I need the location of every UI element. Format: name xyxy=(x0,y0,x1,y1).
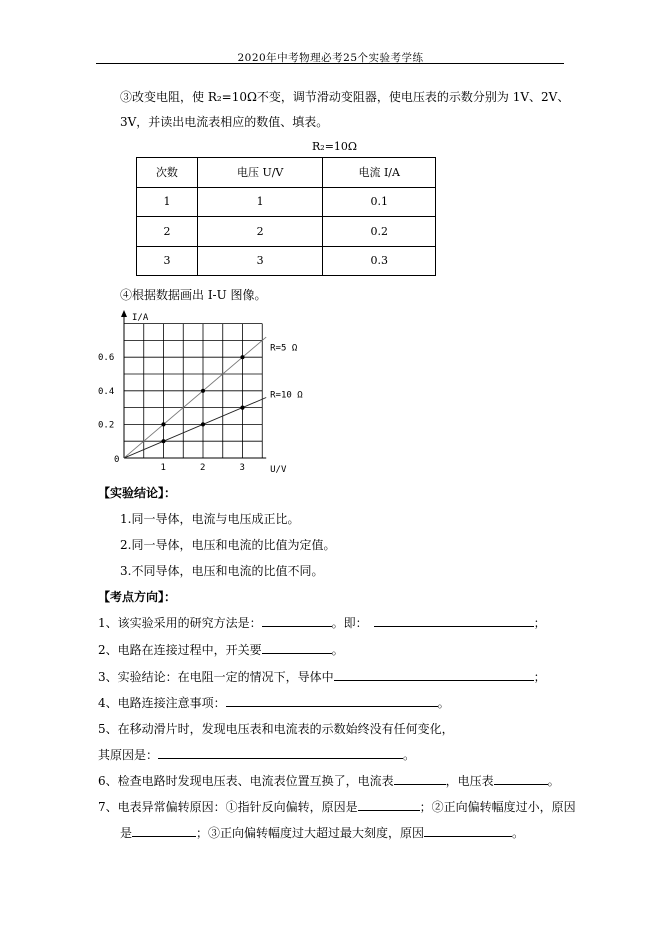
table-cell: 1 xyxy=(197,187,323,217)
q4-text: 。 xyxy=(437,696,450,710)
x-tick-label: 2 xyxy=(200,463,206,473)
table-cell: 0.1 xyxy=(323,187,436,217)
answer-blank[interactable] xyxy=(262,625,332,627)
q7-text: 。 xyxy=(512,826,525,840)
q7-text: 7、电表异常偏转原因：①指针反向偏转，原因是 xyxy=(98,800,358,814)
series-line xyxy=(124,398,266,458)
q6-text: 6、检查电路时发现电压表、电流表位置互换了，电流表 xyxy=(98,774,394,788)
answer-blank[interactable] xyxy=(374,625,534,627)
question-5-line1: 5、在移动滑片时，发现电压表和电流表的示数始终没有任何变化， xyxy=(98,722,454,736)
table-cell: 0.2 xyxy=(323,217,436,247)
header-cell: 电流 I/A xyxy=(323,158,436,188)
iu-chart xyxy=(96,308,326,476)
table-cell: 3 xyxy=(137,246,198,276)
step3-line2: 3V，并读出电流表相应的数值、填表。 xyxy=(120,115,329,129)
answer-blank[interactable] xyxy=(424,835,512,837)
q5-text: 其原因是： xyxy=(98,748,159,762)
table-cell: 2 xyxy=(197,217,323,247)
header-rule xyxy=(96,63,564,64)
table-header-row xyxy=(137,158,436,188)
series-label: R=5 Ω xyxy=(270,343,298,354)
table-cell: 2 xyxy=(137,217,198,247)
header-cell: 次数 xyxy=(137,158,198,188)
answer-blank[interactable] xyxy=(158,757,403,759)
q7-text: 是 xyxy=(120,826,133,840)
table-cell: 0.3 xyxy=(323,246,436,276)
q2-text: 。 xyxy=(331,643,344,657)
conclusion-heading: 【实验结论】： xyxy=(98,486,177,500)
question-7-line1 xyxy=(98,798,576,815)
data-point xyxy=(201,389,205,393)
header-cell: 电压 U/V xyxy=(197,158,323,188)
conclusion-item: 2.同一导体，电压和电流的比值为定值。 xyxy=(120,538,336,552)
table-row xyxy=(137,217,436,247)
table-cell: 1 xyxy=(137,187,198,217)
q3-text: ； xyxy=(533,670,546,684)
q1-text: 。即： xyxy=(331,616,368,630)
y-tick-label: 0.2 xyxy=(98,420,115,431)
answer-blank[interactable] xyxy=(334,679,534,681)
question-3 xyxy=(98,668,546,685)
data-point xyxy=(240,406,244,410)
answer-blank[interactable] xyxy=(226,705,438,707)
y-axis-title: I/A xyxy=(132,313,149,323)
series-label: R=10 Ω xyxy=(270,390,303,401)
q1-text: ； xyxy=(533,616,546,630)
q1-text: 1、该实验采用的研究方法是： xyxy=(98,616,262,630)
q4-text: 4、电路连接注意事项： xyxy=(98,696,226,710)
exam-heading: 【考点方向】： xyxy=(98,590,177,604)
table-row xyxy=(137,187,436,217)
table-row xyxy=(137,246,436,276)
page-header: 2020年中考物理必考25个实验考学练 xyxy=(237,52,424,64)
x-tick-label: 0 xyxy=(114,455,120,465)
data-point xyxy=(201,422,205,426)
answer-blank[interactable] xyxy=(358,809,420,811)
q7-text: ；③正向偏转幅度过大超过最大刻度，原因 xyxy=(196,826,425,840)
series-line xyxy=(124,337,266,458)
q2-text: 2、电路在连接过程中，开关要 xyxy=(98,643,262,657)
x-axis-title: U/V xyxy=(270,465,287,475)
question-1 xyxy=(98,614,546,631)
q5-text: 。 xyxy=(403,748,416,762)
y-tick-label: 0.4 xyxy=(98,386,115,397)
answer-blank[interactable] xyxy=(132,835,196,837)
data-table xyxy=(136,157,436,276)
q6-text: ，电压表 xyxy=(445,774,494,788)
x-tick-label: 3 xyxy=(239,463,245,473)
question-6 xyxy=(98,772,560,789)
table-cell: 3 xyxy=(197,246,323,276)
q6-text: 。 xyxy=(547,774,560,788)
answer-blank[interactable] xyxy=(494,783,548,785)
question-4 xyxy=(98,694,450,711)
step4-text: ④根据数据画出 I-U 图像。 xyxy=(120,288,267,302)
conclusion-item: 1.同一导体，电流与电压成正比。 xyxy=(120,512,300,526)
y-tick-label: 0.6 xyxy=(98,353,115,364)
answer-blank[interactable] xyxy=(394,783,446,785)
question-2 xyxy=(98,641,344,658)
answer-blank[interactable] xyxy=(262,652,332,654)
q3-text: 3、实验结论：在电阻一定的情况下，导体中 xyxy=(98,670,334,684)
conclusion-item: 3.不同导体，电压和电流的比值不同。 xyxy=(120,564,324,578)
y-axis-arrow xyxy=(121,310,127,317)
data-point xyxy=(240,355,244,359)
question-7-line2 xyxy=(120,824,524,841)
data-point xyxy=(161,439,165,443)
data-point xyxy=(161,422,165,426)
step3-line1: ③改变电阻，使 R₂=10Ω不变，调节滑动变阻器，使电压表的示数分别为 1V、2V、 xyxy=(120,90,570,104)
q7-text: ；②正向偏转幅度过小，原因 xyxy=(419,800,576,814)
x-tick-label: 1 xyxy=(160,463,166,473)
table-caption: R₂=10Ω xyxy=(312,140,358,153)
question-5-line2 xyxy=(98,746,415,763)
